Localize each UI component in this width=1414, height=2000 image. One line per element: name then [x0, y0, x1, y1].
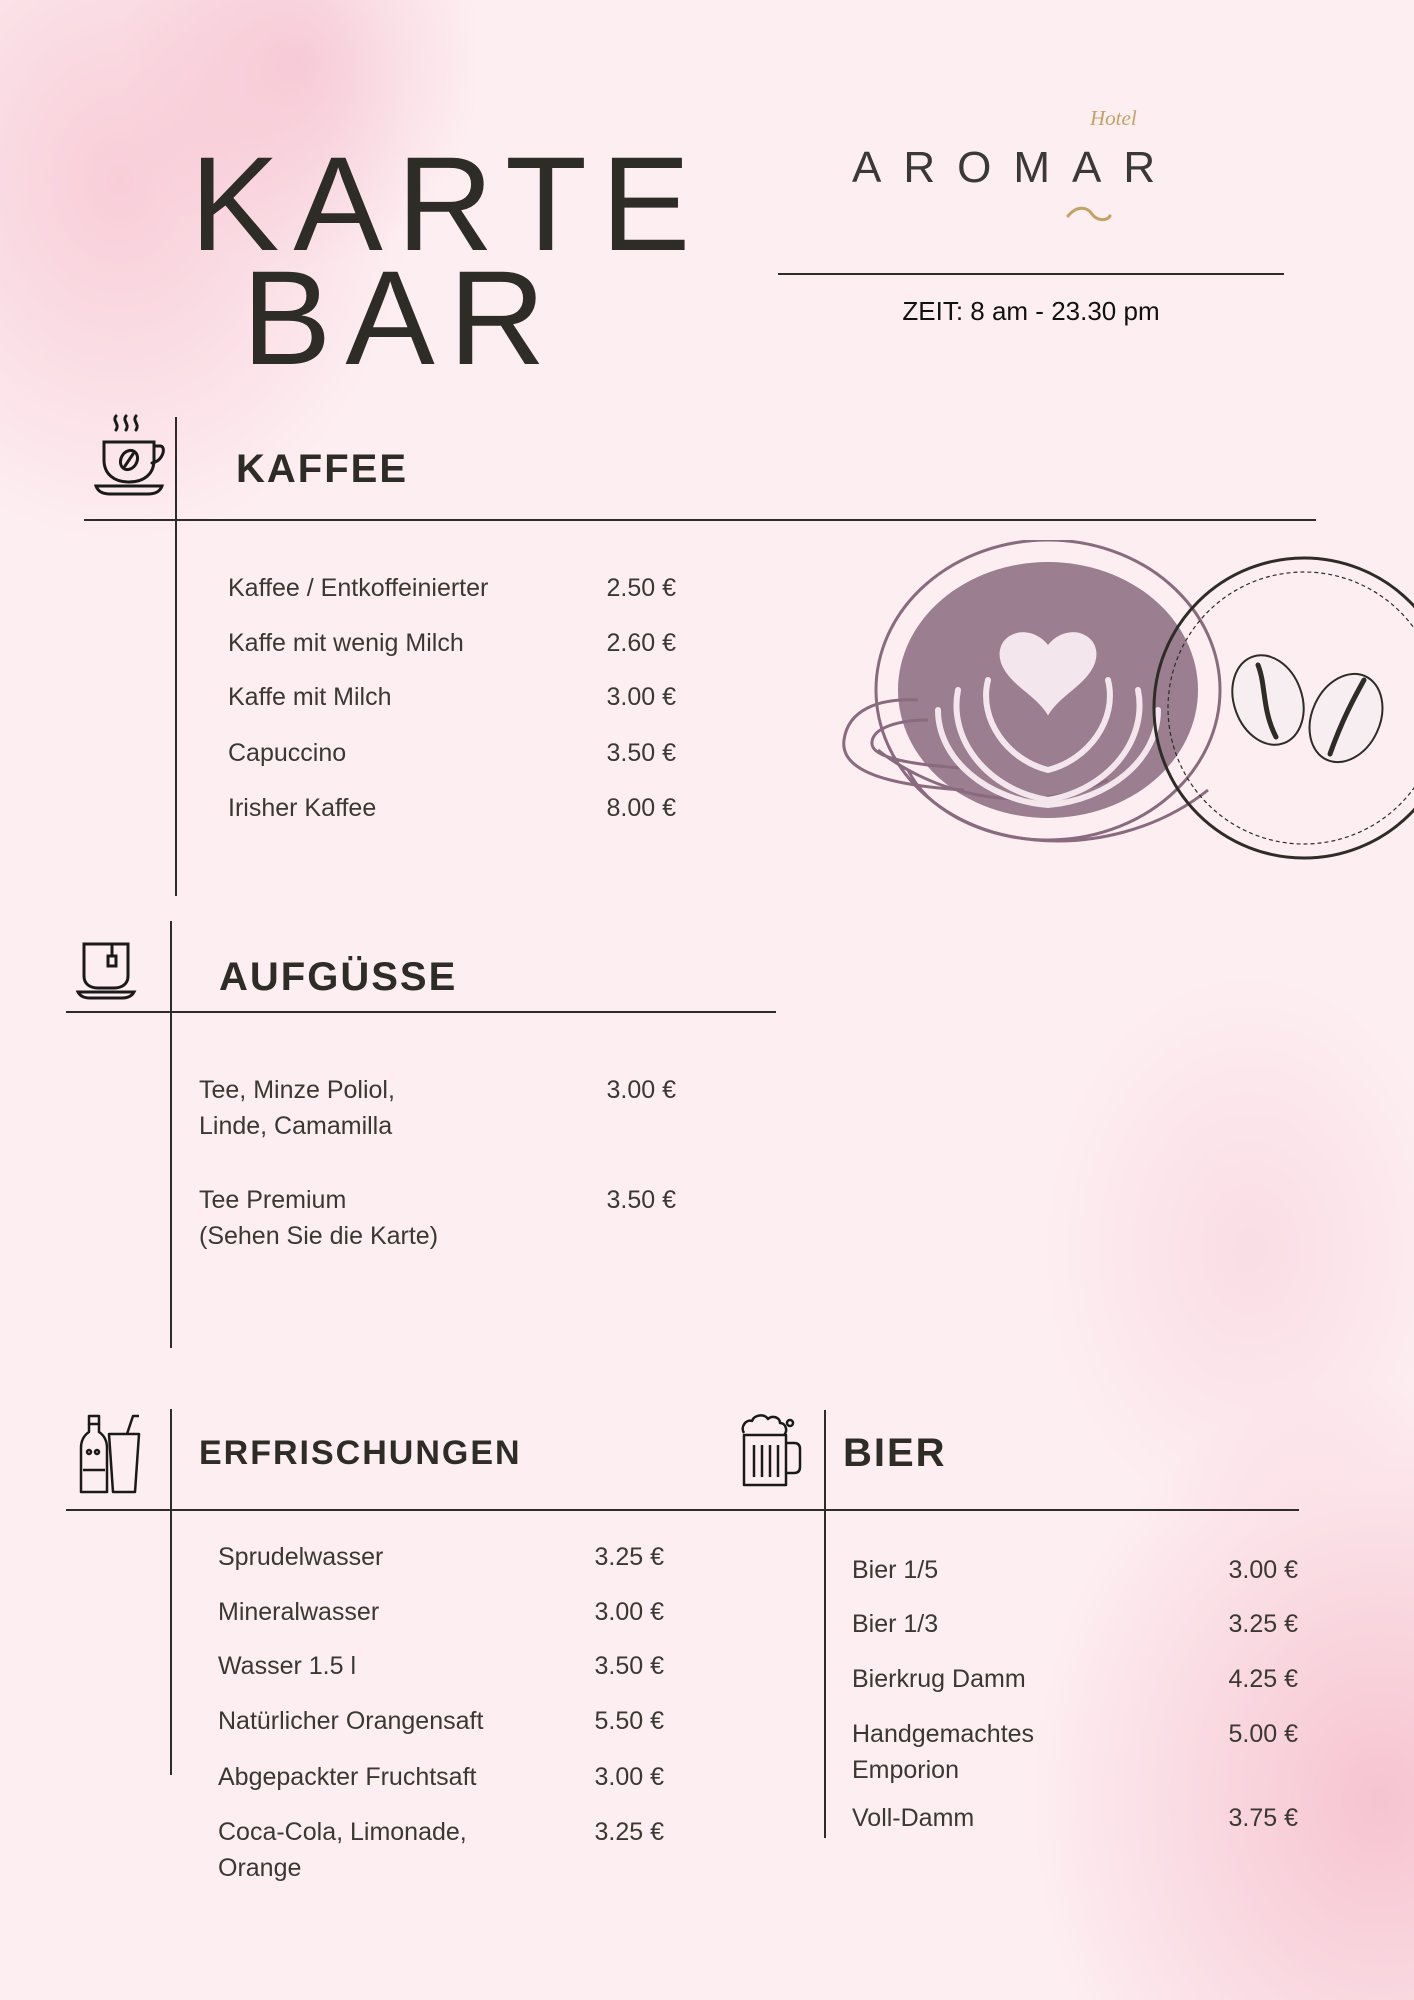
aufguesse-item-name: Linde, Camamilla: [199, 1112, 393, 1140]
erfrischungen-item-price: 3.50 €: [594, 1652, 664, 1680]
erfrischungen-item-name: Coca-Cola, Limonade,: [218, 1818, 467, 1846]
kaffee-vertical-divider: [175, 417, 177, 896]
erfrischungen-vertical-divider: [170, 1409, 172, 1775]
kaffee-item-name: Irisher Kaffee: [228, 794, 377, 822]
erfrischungen-item-price: 5.50 €: [594, 1707, 664, 1735]
bier-item-name: Bier 1/3: [852, 1610, 939, 1638]
erfrischungen-item-name: Wasser 1.5 l: [218, 1652, 357, 1680]
aufguesse-item-name: (Sehen Sie die Karte): [199, 1222, 439, 1250]
logo-aromar: AROMAR: [852, 143, 1178, 192]
title-karte: KARTE: [190, 130, 705, 279]
section-title-kaffee: KAFFEE: [236, 447, 408, 491]
section-title-aufguesse: AUFGÜSSE: [219, 955, 458, 999]
bier-item-name: Emporion: [852, 1756, 959, 1784]
bier-item-price: 3.00 €: [1228, 1556, 1298, 1584]
beer-mug-icon: [740, 1413, 806, 1489]
header-divider: [778, 273, 1284, 275]
erfrischungen-item-name: Orange: [218, 1854, 302, 1882]
kaffee-item-price: 2.50 €: [606, 574, 676, 602]
title-bar: BAR: [242, 244, 560, 393]
erfrischungen-item-price: 3.00 €: [594, 1598, 664, 1626]
opening-hours: ZEIT: 8 am - 23.30 pm: [902, 296, 1160, 326]
kaffee-item-price: 8.00 €: [606, 794, 676, 822]
aufguesse-item-name: Tee, Minze Poliol,: [199, 1076, 395, 1104]
erfrischungen-item-price: 3.25 €: [594, 1818, 664, 1846]
erfrischungen-item-name: Natürlicher Orangensaft: [218, 1707, 484, 1735]
aufguesse-item-name: Tee Premium: [199, 1186, 347, 1214]
aufguesse-item-price: 3.50 €: [606, 1186, 676, 1214]
section-title-erfrischungen: ERFRISCHUNGEN: [199, 1434, 522, 1472]
section-title-bier: BIER: [843, 1431, 947, 1475]
bier-item-name: Bier 1/5: [852, 1556, 939, 1584]
bier-item-price: 4.25 €: [1228, 1665, 1298, 1693]
bier-item-price: 3.25 €: [1228, 1610, 1298, 1638]
bottle-glass-icon: [79, 1414, 145, 1496]
kaffee-item-name: Kaffee / Entkoffeinierter: [228, 574, 489, 602]
logo-wave-icon: [1066, 204, 1112, 224]
aufguesse-horizontal-divider: [66, 1011, 776, 1013]
aufguesse-vertical-divider: [170, 921, 172, 1348]
kaffee-item-name: Capuccino: [228, 739, 347, 767]
bier-item-name: Bierkrug Damm: [852, 1665, 1026, 1693]
bier-item-price: 5.00 €: [1228, 1720, 1298, 1748]
bier-item-name: Handgemachtes: [852, 1720, 1035, 1748]
logo-hotel: Hotel: [1090, 106, 1137, 130]
coffee-cup-icon: [94, 414, 168, 498]
erfrischungen-bier-horizontal-divider: [66, 1509, 1299, 1511]
erfrischungen-item-name: Sprudelwasser: [218, 1543, 384, 1571]
bier-vertical-divider: [824, 1410, 826, 1838]
kaffee-item-price: 3.00 €: [606, 683, 676, 711]
bier-item-name: Voll-Damm: [852, 1804, 975, 1832]
kaffee-item-price: 2.60 €: [606, 629, 676, 657]
kaffee-horizontal-divider: [84, 519, 1316, 521]
erfrischungen-item-price: 3.00 €: [594, 1763, 664, 1791]
aufguesse-item-price: 3.00 €: [606, 1076, 676, 1104]
kaffee-item-price: 3.50 €: [606, 739, 676, 767]
kaffee-item-name: Kaffe mit Milch: [228, 683, 392, 711]
latte-coffee-illustration: [838, 540, 1414, 870]
tea-cup-icon: [76, 940, 138, 1002]
erfrischungen-item-name: Mineralwasser: [218, 1598, 380, 1626]
bier-item-price: 3.75 €: [1228, 1804, 1298, 1832]
kaffee-item-name: Kaffe mit wenig Milch: [228, 629, 464, 657]
erfrischungen-item-price: 3.25 €: [594, 1543, 664, 1571]
erfrischungen-item-name: Abgepackter Fruchtsaft: [218, 1763, 477, 1791]
